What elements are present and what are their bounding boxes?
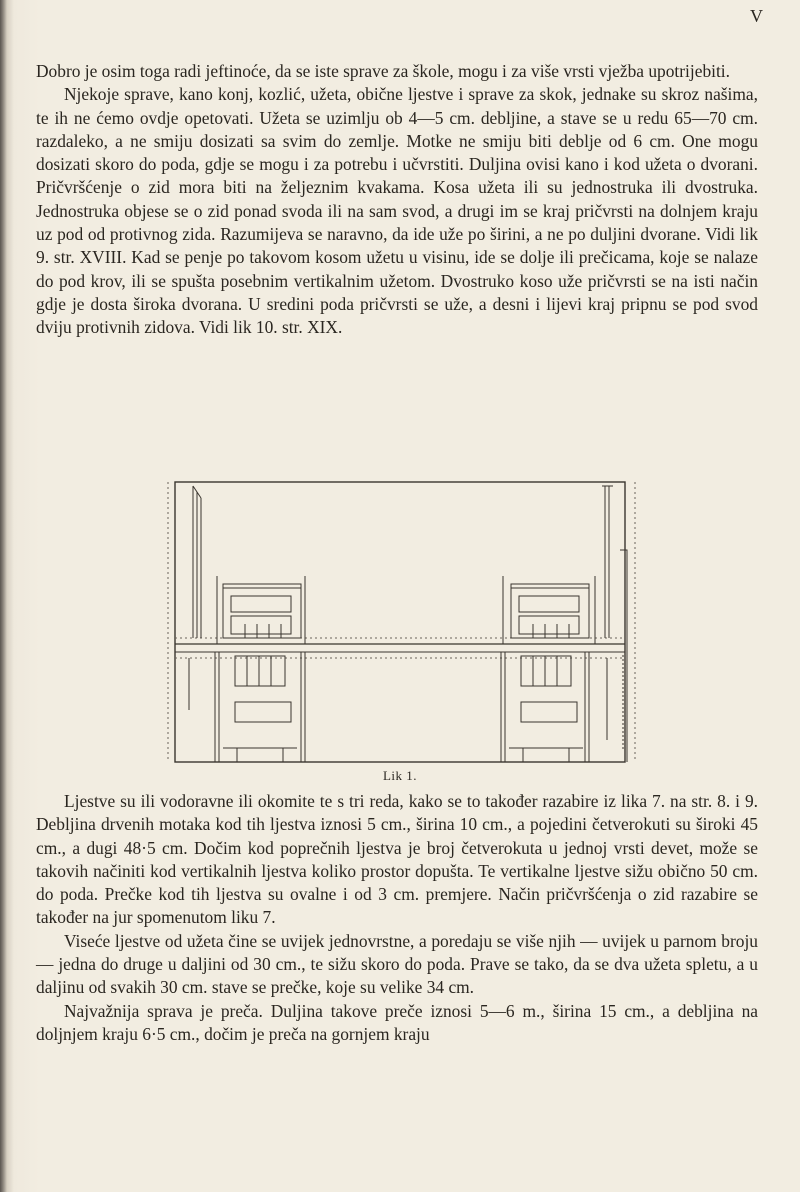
- paragraph: Njekoje sprave, kano konj, kozlić, užeta, obične ljestve i sprave za skok, jednake su skroz našima, te ih ne ćemo ovdje opetovati. Užeta se uzimlju ob 4—5 cm. debljine, a stave se u redu 65—70 cm. razdaleko, a ne smiju dosizati sa svim do zemlje. Motke ne smiju biti deblje od 6 cm. One mogu dosizati skoro do poda, gdje se mogu i za potrebu i učvrstiti. Duljina ovisi kano i kod užeta o dvorani. Pričvršćenje o zid mora biti na željeznim kvakama. Kosa užeta ili su jednostruka ili dvostruka. Jednostruka objese se o zid ponad svoda ili na sam svod, a drugi im se kraj pričvrsti na dolnjem kraju uz pod od protivnog zida. Razumijeva se naravno, da ide uže po širini, a ne po duljini dvorane. Vidi lik 9. str. XVIII. Kad se penje po takovom kosom užetu u visinu, ide se dolje ili prečicama, koje se nalaze do pod krov, ili se spušta posebnim vertikalnim užetom. Dvostruko koso uže pričvrsti se na isti način gdje je dosta široka dvorana. U sredini poda pričvrsti se uže, a desni i lijevi kraj pripnu se pod svod dviju protivnih zidova. Vidi lik 10. str. XIX.: [36, 84, 758, 338]
- paragraph: Ljestve su ili vodoravne ili okomite te s tri reda, kako se to također razabire iz lika 7. na str. 8. i 9. Debljina drvenih motaka kod tih ljestva iznosi 5 cm., širina 10 cm., a pojedini četverokuti su široki 45 cm., a dugi 48·5 cm. Dočim kod poprečnih ljestva je broj četverokuta u jednoj vrsti devet, može se takovih načiniti kod vertikalnih ljestva koliko prostor dopušta. Te vertikalne ljestve sižu obično 50 cm. do poda. Prečke kod tih ljestva su ovalne i od 3 cm. premjere. Način pričvršćenja o zid razabire se također na jur spomenutom liku 7.: [36, 791, 758, 928]
- figure-ladder-drawing: [165, 480, 645, 766]
- technical-drawing: [165, 480, 645, 766]
- figure-caption: Lik 1.: [382, 768, 418, 783]
- text-block-bottom: [36, 790, 758, 1046]
- paragraph: Dobro je osim toga radi jeftinoće, da se iste sprave za škole, mogu i za više vrsti vježba upotrijebiti.: [36, 61, 730, 81]
- paragraph: Viseće ljestve od užeta čine se uvijek jednovrstne, a poredaju se više njih — uvijek u parnom broju — jedna do druge u daljini od 30 cm., te sižu skoro do poda. Prave se tako, da se dva užeta spletu, a u daljinu od svakih 30 cm. stave se prečke, koje su velike 34 cm.: [36, 930, 758, 998]
- page-number: V: [750, 6, 764, 26]
- text-block-top: [36, 60, 758, 340]
- paragraph: Najvažnija sprava je preča. Duljina takove preče iznosi 5—6 m., širina 15 cm., a debljina na doljnjem kraju 6·5 cm., dočim je preča na gornjem kraju: [36, 1000, 758, 1044]
